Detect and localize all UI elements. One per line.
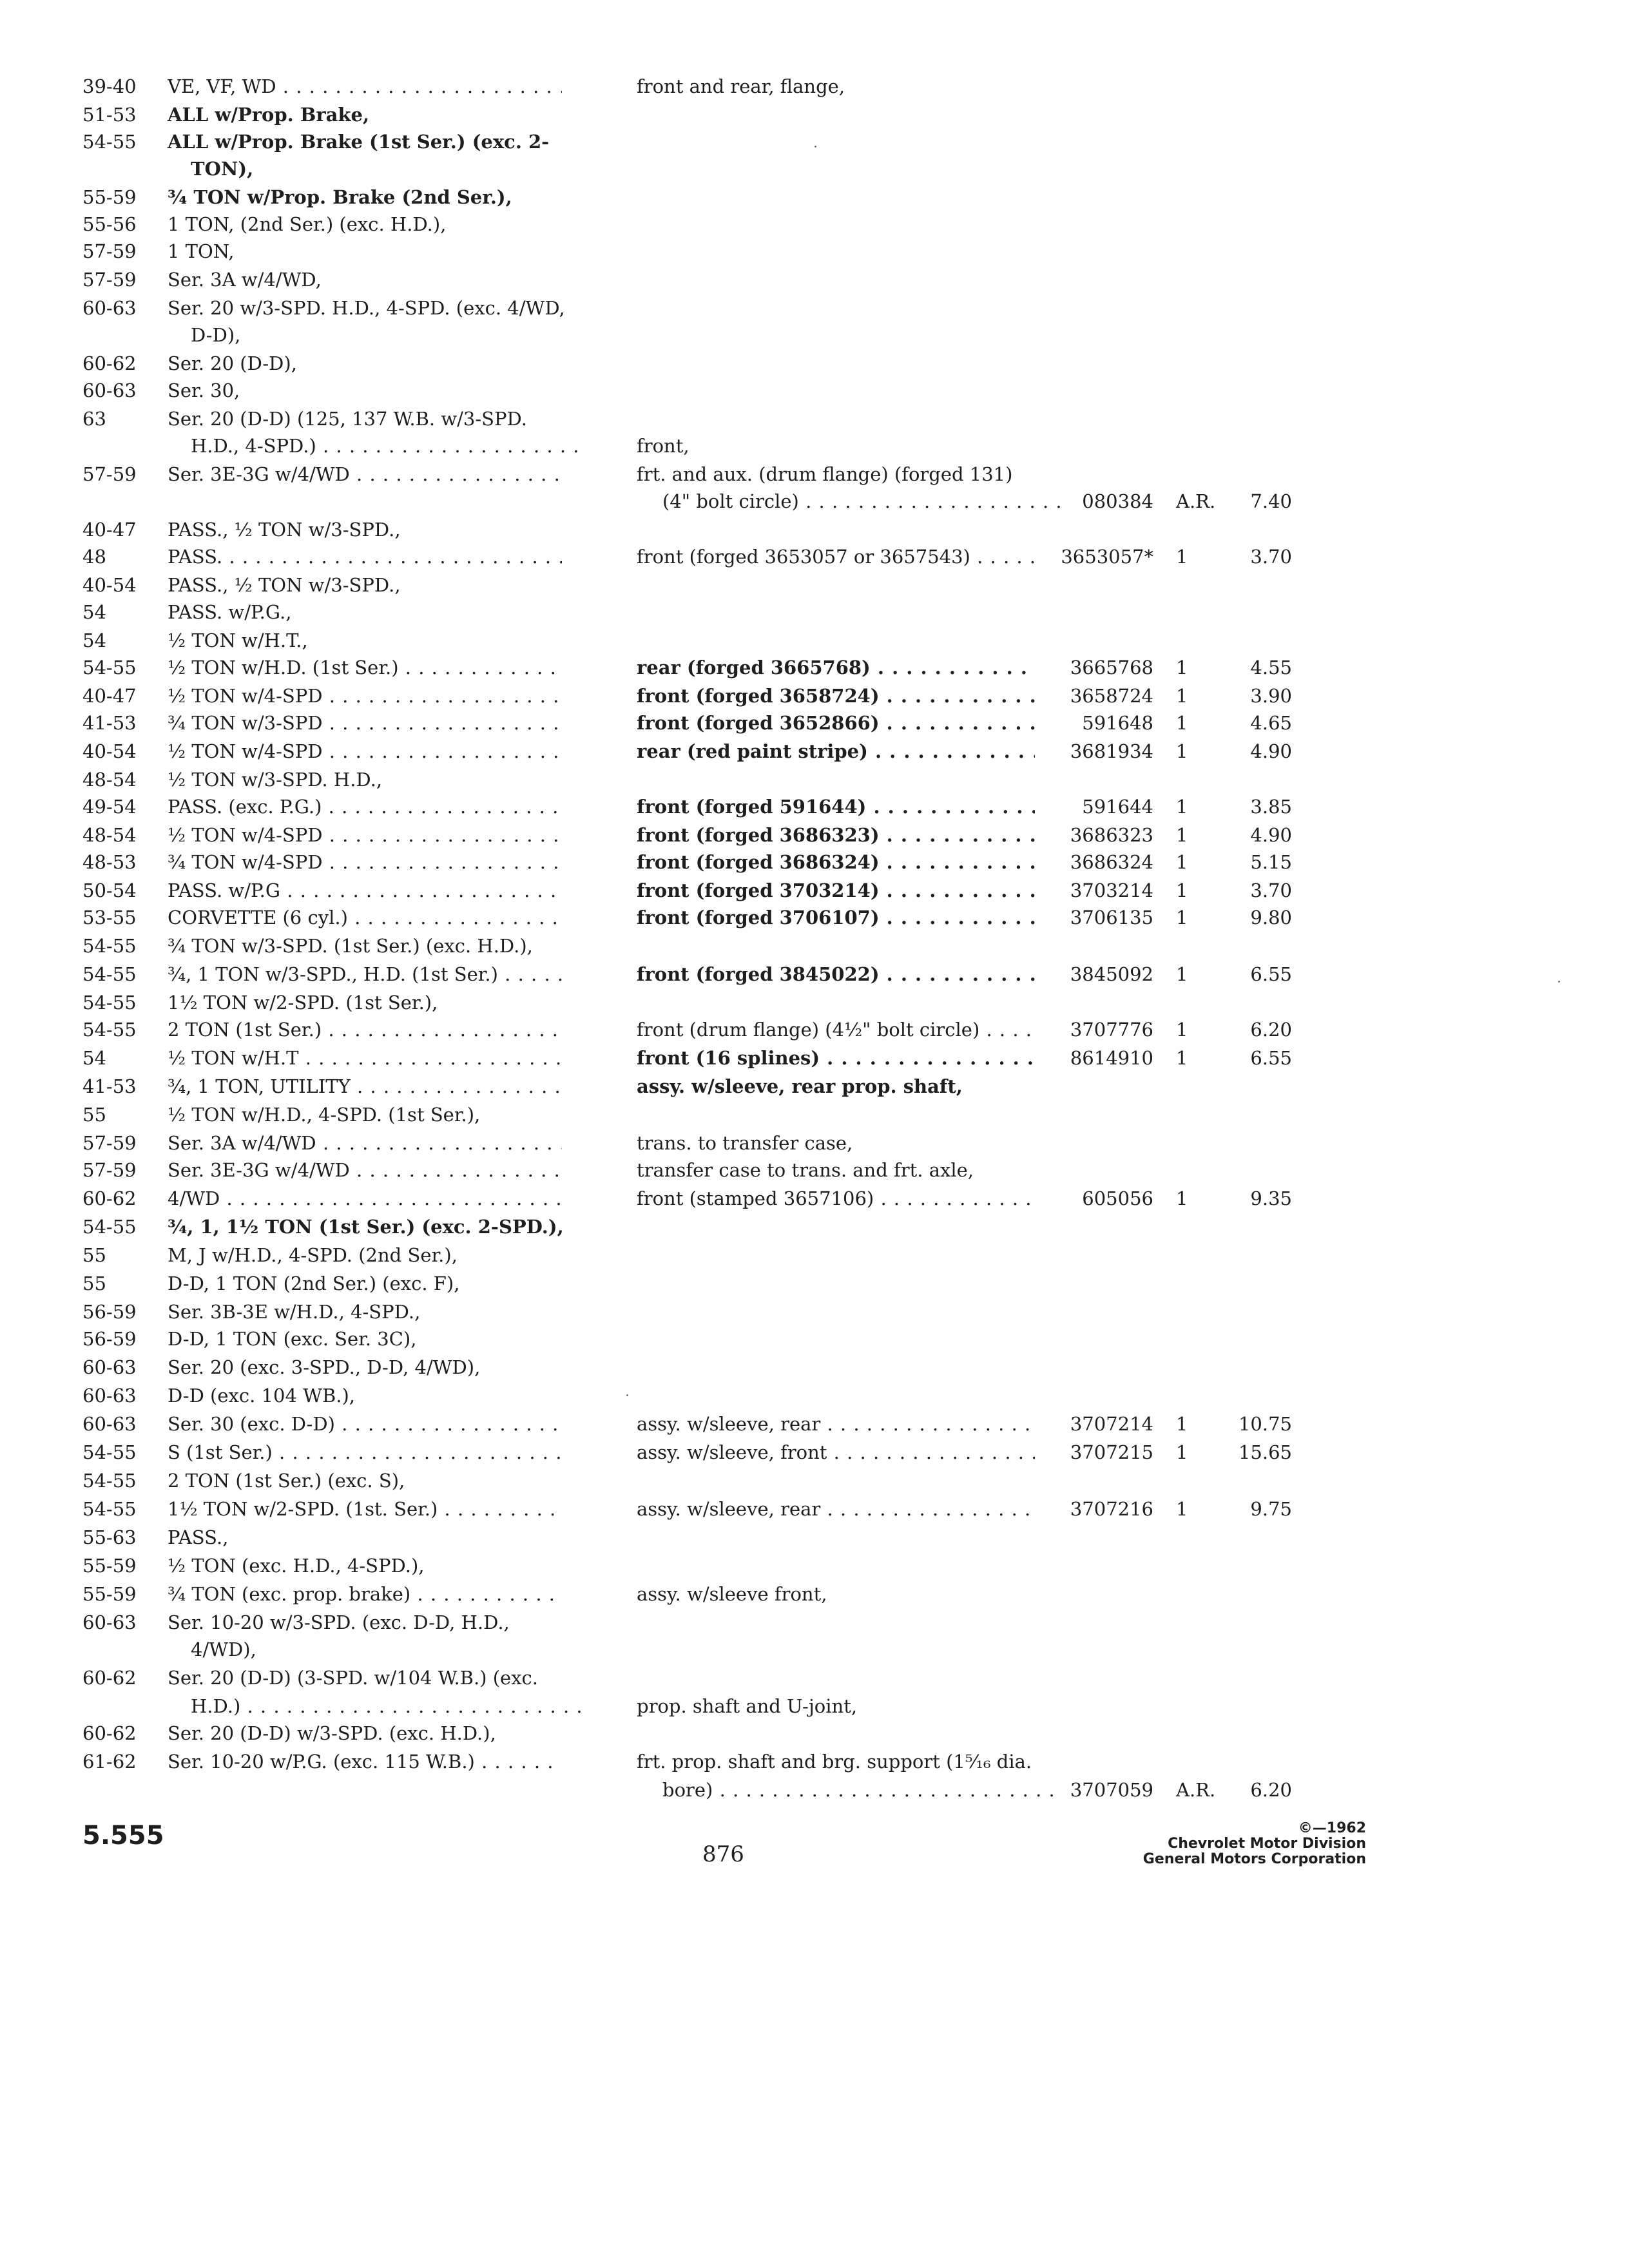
catalog-row (0, 378, 1629, 403)
part-description: frt. prop. shaft and brg. support (1⁵⁄₁₆ dia. (637, 1751, 1032, 1773)
quantity: 1 (1176, 1413, 1188, 1435)
part-number: 3707059 (1070, 1779, 1153, 1801)
quantity: 1 (1176, 712, 1188, 734)
catalog-row (0, 1299, 1629, 1325)
model-years: 56-59 (82, 1301, 137, 1323)
catalog-row (0, 1610, 1629, 1635)
part-description: front (drum flange) (4½" bolt circle) . . . (637, 1017, 1035, 1043)
vehicle-application: VE, VF, WD . . . (168, 73, 562, 99)
catalog-row (0, 1439, 1629, 1465)
vehicle-application: Ser. 10-20 w/P.G. (exc. 115 W.B.) . . . (168, 1749, 562, 1774)
list-price: 4.90 (1250, 824, 1292, 846)
part-number: 605056 (1082, 1187, 1153, 1209)
catalog-row (0, 517, 1629, 543)
part-number: 3665768 (1070, 657, 1153, 678)
vehicle-application: ¾ TON w/4-SPD . . . (168, 849, 562, 875)
list-price: 6.20 (1250, 1779, 1292, 1801)
part-description: front and rear, flange, (637, 75, 845, 97)
part-description: (4" bolt circle) . . . (662, 488, 1061, 514)
model-years: 50-54 (82, 879, 137, 901)
list-price: 3.70 (1250, 879, 1292, 901)
model-years: 40-54 (82, 740, 137, 762)
model-years: 54-55 (82, 1498, 137, 1520)
catalog-row (0, 1271, 1629, 1296)
catalog-row (0, 849, 1629, 875)
catalog-row (0, 1524, 1629, 1550)
vehicle-application: 4/WD), (191, 1639, 256, 1660)
part-description: bore) . . . (662, 1777, 1061, 1803)
catalog-row (0, 1102, 1629, 1128)
catalog-row (0, 1468, 1629, 1494)
model-years: 63 (82, 408, 106, 430)
catalog-row (0, 767, 1629, 793)
vehicle-application: M, J w/H.D., 4-SPD. (2nd Ser.), (168, 1244, 458, 1266)
list-price: 4.90 (1250, 740, 1292, 762)
vehicle-application: 1 TON, (2nd Ser.) (exc. H.D.), (168, 213, 447, 235)
model-years: 60-62 (82, 352, 137, 374)
vehicle-application: Ser. 3B-3E w/H.D., 4-SPD., (168, 1301, 421, 1323)
catalog-row (0, 1073, 1629, 1099)
list-price: 3.70 (1250, 546, 1292, 568)
part-number: 3707216 (1070, 1498, 1153, 1520)
part-description: front, (637, 435, 689, 457)
part-description: front (forged 3653057 or 3657543) . . . (637, 544, 1035, 570)
part-description: front (forged 3686324) . . . (637, 849, 1035, 875)
model-years: 61-62 (82, 1751, 137, 1773)
model-years: 55 (82, 1104, 106, 1126)
model-years: 40-54 (82, 574, 137, 596)
list-price: 7.40 (1250, 490, 1292, 512)
list-price: 5.15 (1250, 851, 1292, 873)
model-years: 51-53 (82, 104, 137, 126)
vehicle-application: ½ TON w/3-SPD. H.D., (168, 769, 383, 791)
vehicle-application: 2 TON (1st Ser.) (exc. S), (168, 1470, 405, 1492)
catalog-row (0, 73, 1629, 99)
model-years: 54-55 (82, 657, 137, 678)
model-years: 60-63 (82, 1413, 137, 1435)
catalog-row (0, 1383, 1629, 1408)
part-description: front (forged 3652866) . . . (637, 710, 1035, 736)
part-number: 3707214 (1070, 1413, 1153, 1435)
part-description: front (forged 3703214) . . . (637, 878, 1035, 903)
vehicle-application: ¾ TON (exc. prop. brake) . . . (168, 1581, 562, 1607)
catalog-row (0, 1186, 1629, 1211)
catalog-row (0, 238, 1629, 264)
catalog-row (0, 933, 1629, 959)
quantity: A.R. (1176, 490, 1216, 512)
model-years: 40-47 (82, 685, 137, 707)
catalog-row (0, 905, 1629, 930)
vehicle-application: Ser. 10-20 w/3-SPD. (exc. D-D, H.D., (168, 1611, 510, 1633)
catalog-row (0, 1411, 1629, 1437)
catalog-row (0, 822, 1629, 848)
catalog-row (0, 488, 1629, 514)
section-number: 5.555 (82, 1821, 164, 1850)
model-years: 57-59 (82, 1132, 137, 1154)
list-price: 3.85 (1250, 796, 1292, 818)
catalog-row (0, 156, 1629, 182)
model-years: 60-63 (82, 297, 137, 319)
catalog-row (0, 1553, 1629, 1579)
copyright-notice: ©—1962 (1298, 1820, 1366, 1836)
model-years: 54-55 (82, 1019, 137, 1041)
model-years: 56-59 (82, 1328, 137, 1350)
model-years: 60-63 (82, 1356, 137, 1378)
catalog-row (0, 1749, 1629, 1774)
list-price: 9.80 (1250, 907, 1292, 928)
page-number: 876 (702, 1841, 744, 1867)
vehicle-application: ¾ TON w/3-SPD . . . (168, 710, 562, 736)
model-years: 54-55 (82, 1216, 137, 1238)
vehicle-application: ¾, 1 TON, UTILITY . . . (168, 1073, 562, 1099)
vehicle-application: ½ TON w/H.T . . . (168, 1045, 562, 1071)
quantity: 1 (1176, 796, 1188, 818)
quantity: 1 (1176, 851, 1188, 873)
catalog-row (0, 211, 1629, 237)
quantity: 1 (1176, 879, 1188, 901)
part-number: 591648 (1082, 712, 1153, 734)
vehicle-application: ALL w/Prop. Brake (1st Ser.) (exc. 2- (168, 131, 550, 153)
model-years: 55 (82, 1273, 106, 1294)
model-years: 57-59 (82, 240, 137, 262)
model-years: 48-54 (82, 769, 137, 791)
part-description: prop. shaft and U-joint, (637, 1695, 858, 1717)
part-number: 3681934 (1070, 740, 1153, 762)
catalog-row (0, 406, 1629, 432)
model-years: 49-54 (82, 796, 137, 818)
model-years: 54 (82, 1047, 106, 1069)
catalog-row (0, 710, 1629, 736)
model-years: 53-55 (82, 907, 137, 928)
model-years: 41-53 (82, 712, 137, 734)
part-number: 080384 (1082, 490, 1153, 512)
vehicle-application: S (1st Ser.) . . . (168, 1439, 562, 1465)
part-description: front (stamped 3657106) . . . (637, 1186, 1035, 1211)
quantity: 1 (1176, 1019, 1188, 1041)
catalog-row (0, 267, 1629, 293)
catalog-row (0, 990, 1629, 1015)
catalog-row (0, 184, 1629, 210)
model-years: 57-59 (82, 269, 137, 291)
part-description: rear (forged 3665768) . . . (637, 655, 1035, 680)
vehicle-application: Ser. 20 (D-D) (3-SPD. w/104 W.B.) (exc. (168, 1667, 539, 1689)
catalog-row (0, 1326, 1629, 1352)
vehicle-application: PASS. w/P.G . . . (168, 878, 562, 903)
model-years: 55 (82, 1244, 106, 1266)
catalog-row (0, 683, 1629, 709)
vehicle-application: Ser. 3A w/4/WD . . . (168, 1130, 562, 1156)
model-years: 57-59 (82, 463, 137, 485)
vehicle-application: ¾ TON w/Prop. Brake (2nd Ser.), (168, 186, 512, 208)
quantity: 1 (1176, 1498, 1188, 1520)
quantity: A.R. (1176, 1779, 1216, 1801)
part-number: 8614910 (1070, 1047, 1153, 1069)
catalog-row (0, 102, 1629, 128)
scan-speck (626, 1394, 628, 1396)
model-years: 41-53 (82, 1075, 137, 1097)
catalog-row (0, 655, 1629, 680)
model-years: 54-55 (82, 131, 137, 153)
quantity: 1 (1176, 1047, 1188, 1069)
catalog-row (0, 1214, 1629, 1240)
vehicle-application: ½ TON w/H.D., 4-SPD. (1st Ser.), (168, 1104, 481, 1126)
quantity: 1 (1176, 740, 1188, 762)
catalog-row (0, 1581, 1629, 1607)
catalog-row (0, 1720, 1629, 1746)
vehicle-application: ½ TON w/4-SPD . . . (168, 683, 562, 709)
part-description: assy. w/sleeve, rear prop. shaft, (637, 1075, 963, 1097)
catalog-row (0, 322, 1629, 348)
model-years: 54 (82, 601, 106, 623)
catalog-row (0, 1017, 1629, 1043)
part-number: 3707215 (1070, 1441, 1153, 1463)
model-years: 60-62 (82, 1722, 137, 1744)
vehicle-application: PASS., ½ TON w/3-SPD., (168, 574, 401, 596)
model-years: 39-40 (82, 75, 137, 97)
model-years: 54-55 (82, 992, 137, 1014)
catalog-row (0, 628, 1629, 653)
catalog-row (0, 1637, 1629, 1662)
quantity: 1 (1176, 907, 1188, 928)
catalog-row (0, 295, 1629, 321)
scan-speck (1558, 981, 1560, 983)
model-years: 40-47 (82, 519, 137, 541)
vehicle-application: PASS., ½ TON w/3-SPD., (168, 519, 401, 541)
vehicle-application: 1½ TON w/2-SPD. (1st. Ser.) . . . (168, 1496, 562, 1522)
vehicle-application: 2 TON (1st Ser.) . . . (168, 1017, 562, 1043)
vehicle-application: ½ TON w/H.D. (1st Ser.) . . . (168, 655, 562, 680)
model-years: 54 (82, 629, 106, 651)
vehicle-application: Ser. 30, (168, 380, 240, 401)
vehicle-application: Ser. 20 w/3-SPD. H.D., 4-SPD. (exc. 4/WD, (168, 297, 565, 319)
part-description: assy. w/sleeve, front . . . (637, 1439, 1035, 1465)
list-price: 6.55 (1250, 963, 1292, 985)
list-price: 6.20 (1250, 1019, 1292, 1041)
catalog-row (0, 1665, 1629, 1691)
vehicle-application: PASS. (exc. P.G.) . . . (168, 794, 562, 820)
vehicle-application: D-D (exc. 104 WB.), (168, 1385, 356, 1407)
part-description: front (16 splines) . . . (637, 1045, 1035, 1071)
vehicle-application: 1½ TON w/2-SPD. (1st Ser.), (168, 992, 438, 1014)
vehicle-application: ½ TON w/4-SPD . . . (168, 738, 562, 764)
quantity: 1 (1176, 546, 1188, 568)
vehicle-application: H.D., 4-SPD.) . . . (191, 433, 585, 459)
catalog-row (0, 1693, 1629, 1719)
vehicle-application: Ser. 20 (D-D) w/3-SPD. (exc. H.D.), (168, 1722, 496, 1744)
part-number: 3703214 (1070, 879, 1153, 901)
model-years: 60-62 (82, 1667, 137, 1689)
model-years: 48-54 (82, 824, 137, 846)
catalog-row (0, 1354, 1629, 1380)
model-years: 55-59 (82, 1583, 137, 1605)
model-years: 54-55 (82, 963, 137, 985)
vehicle-application: CORVETTE (6 cyl.) . . . (168, 905, 562, 930)
vehicle-application: ½ TON w/4-SPD . . . (168, 822, 562, 848)
catalog-row (0, 351, 1629, 376)
model-years: 48 (82, 546, 106, 568)
vehicle-application: ¾, 1, 1½ TON (1st Ser.) (exc. 2-SPD.), (168, 1216, 564, 1238)
model-years: 57-59 (82, 1159, 137, 1181)
catalog-row (0, 599, 1629, 625)
part-number: 3686323 (1070, 824, 1153, 846)
catalog-row (0, 129, 1629, 155)
vehicle-application: 4/WD . . . (168, 1186, 562, 1211)
catalog-row (0, 1777, 1629, 1803)
part-description: frt. and aux. (drum flange) (forged 131) (637, 463, 1013, 485)
catalog-row (0, 961, 1629, 987)
part-description: assy. w/sleeve, rear . . . (637, 1411, 1035, 1437)
publisher-block (1143, 1821, 1366, 1867)
part-description: assy. w/sleeve, rear . . . (637, 1496, 1035, 1522)
part-description: trans. to transfer case, (637, 1132, 853, 1154)
model-years: 60-63 (82, 1385, 137, 1407)
list-price: 15.65 (1238, 1441, 1292, 1463)
vehicle-application: ¾ TON w/3-SPD. (1st Ser.) (exc. H.D.), (168, 935, 533, 957)
catalog-row (0, 433, 1629, 459)
part-description: front (forged 591644) . . . (637, 794, 1035, 820)
catalog-row (0, 1130, 1629, 1156)
vehicle-application: Ser. 3A w/4/WD, (168, 269, 322, 291)
vehicle-application: ½ TON (exc. H.D., 4-SPD.), (168, 1555, 425, 1577)
part-description: assy. w/sleeve front, (637, 1583, 827, 1605)
catalog-row (0, 1157, 1629, 1183)
part-description: front (forged 3658724) . . . (637, 683, 1035, 709)
vehicle-application: Ser. 20 (D-D) (125, 137 W.B. w/3-SPD. (168, 408, 527, 430)
vehicle-application: ¾, 1 TON w/3-SPD., H.D. (1st Ser.) . . . (168, 961, 562, 987)
part-number: 3845092 (1070, 963, 1153, 985)
quantity: 1 (1176, 1187, 1188, 1209)
catalog-row (0, 878, 1629, 903)
part-description: rear (red paint stripe) . . . (637, 738, 1035, 764)
list-price: 6.55 (1250, 1047, 1292, 1069)
quantity: 1 (1176, 824, 1188, 846)
part-number: 591644 (1082, 796, 1153, 818)
quantity: 1 (1176, 1441, 1188, 1463)
catalog-row (0, 1496, 1629, 1522)
catalog-row (0, 461, 1629, 487)
model-years: 55-56 (82, 213, 137, 235)
list-price: 3.90 (1250, 685, 1292, 707)
part-description: transfer case to trans. and frt. axle, (637, 1159, 974, 1181)
quantity: 1 (1176, 657, 1188, 678)
part-description: front (forged 3845022) . . . (637, 961, 1035, 987)
vehicle-application: ALL w/Prop. Brake, (168, 104, 370, 126)
part-number: 3706135 (1070, 907, 1153, 928)
part-description: front (forged 3706107) . . . (637, 905, 1035, 930)
vehicle-application: Ser. 3E-3G w/4/WD . . . (168, 461, 562, 487)
catalog-row (0, 1045, 1629, 1071)
model-years: 54-55 (82, 1441, 137, 1463)
vehicle-application: D-D, 1 TON (2nd Ser.) (exc. F), (168, 1273, 460, 1294)
division-name: Chevrolet Motor Division (1168, 1836, 1366, 1852)
list-price: 4.55 (1250, 657, 1292, 678)
model-years: 54-55 (82, 1470, 137, 1492)
quantity: 1 (1176, 963, 1188, 985)
vehicle-application: TON), (191, 158, 254, 180)
quantity: 1 (1176, 685, 1188, 707)
model-years: 54-55 (82, 935, 137, 957)
part-number: 3686324 (1070, 851, 1153, 873)
list-price: 9.75 (1250, 1498, 1292, 1520)
list-price: 9.35 (1250, 1187, 1292, 1209)
vehicle-application: Ser. 3E-3G w/4/WD . . . (168, 1157, 562, 1183)
vehicle-application: PASS. w/P.G., (168, 601, 292, 623)
vehicle-application: PASS., (168, 1526, 229, 1548)
part-description: front (forged 3686323) . . . (637, 822, 1035, 848)
catalog-row (0, 1242, 1629, 1268)
part-number: 3658724 (1070, 685, 1153, 707)
vehicle-application: ½ TON w/H.T., (168, 629, 308, 651)
list-price: 10.75 (1238, 1413, 1292, 1435)
model-years: 55-63 (82, 1526, 137, 1548)
vehicle-application: D-D, 1 TON (exc. Ser. 3C), (168, 1328, 417, 1350)
catalog-row (0, 572, 1629, 598)
model-years: 55-59 (82, 1555, 137, 1577)
catalog-row (0, 544, 1629, 570)
model-years: 48-53 (82, 851, 137, 873)
model-years: 60-63 (82, 1611, 137, 1633)
vehicle-application: D-D), (191, 324, 241, 346)
vehicle-application: Ser. 20 (D-D), (168, 352, 297, 374)
model-years: 55-59 (82, 186, 137, 208)
list-price: 4.65 (1250, 712, 1292, 734)
vehicle-application: Ser. 20 (exc. 3-SPD., D-D, 4/WD), (168, 1356, 481, 1378)
vehicle-application: H.D.) . . . (191, 1693, 585, 1719)
vehicle-application: 1 TON, (168, 240, 235, 262)
vehicle-application: PASS. . . . (168, 544, 562, 570)
vehicle-application: Ser. 30 (exc. D-D) . . . (168, 1411, 562, 1437)
model-years: 60-62 (82, 1187, 137, 1209)
model-years: 60-63 (82, 380, 137, 401)
part-number: 3707776 (1070, 1019, 1153, 1041)
corporation-name: General Motors Corporation (1142, 1851, 1366, 1867)
part-number: 3653057* (1061, 546, 1153, 568)
catalog-row (0, 738, 1629, 764)
catalog-row (0, 794, 1629, 820)
scan-speck (815, 146, 816, 148)
